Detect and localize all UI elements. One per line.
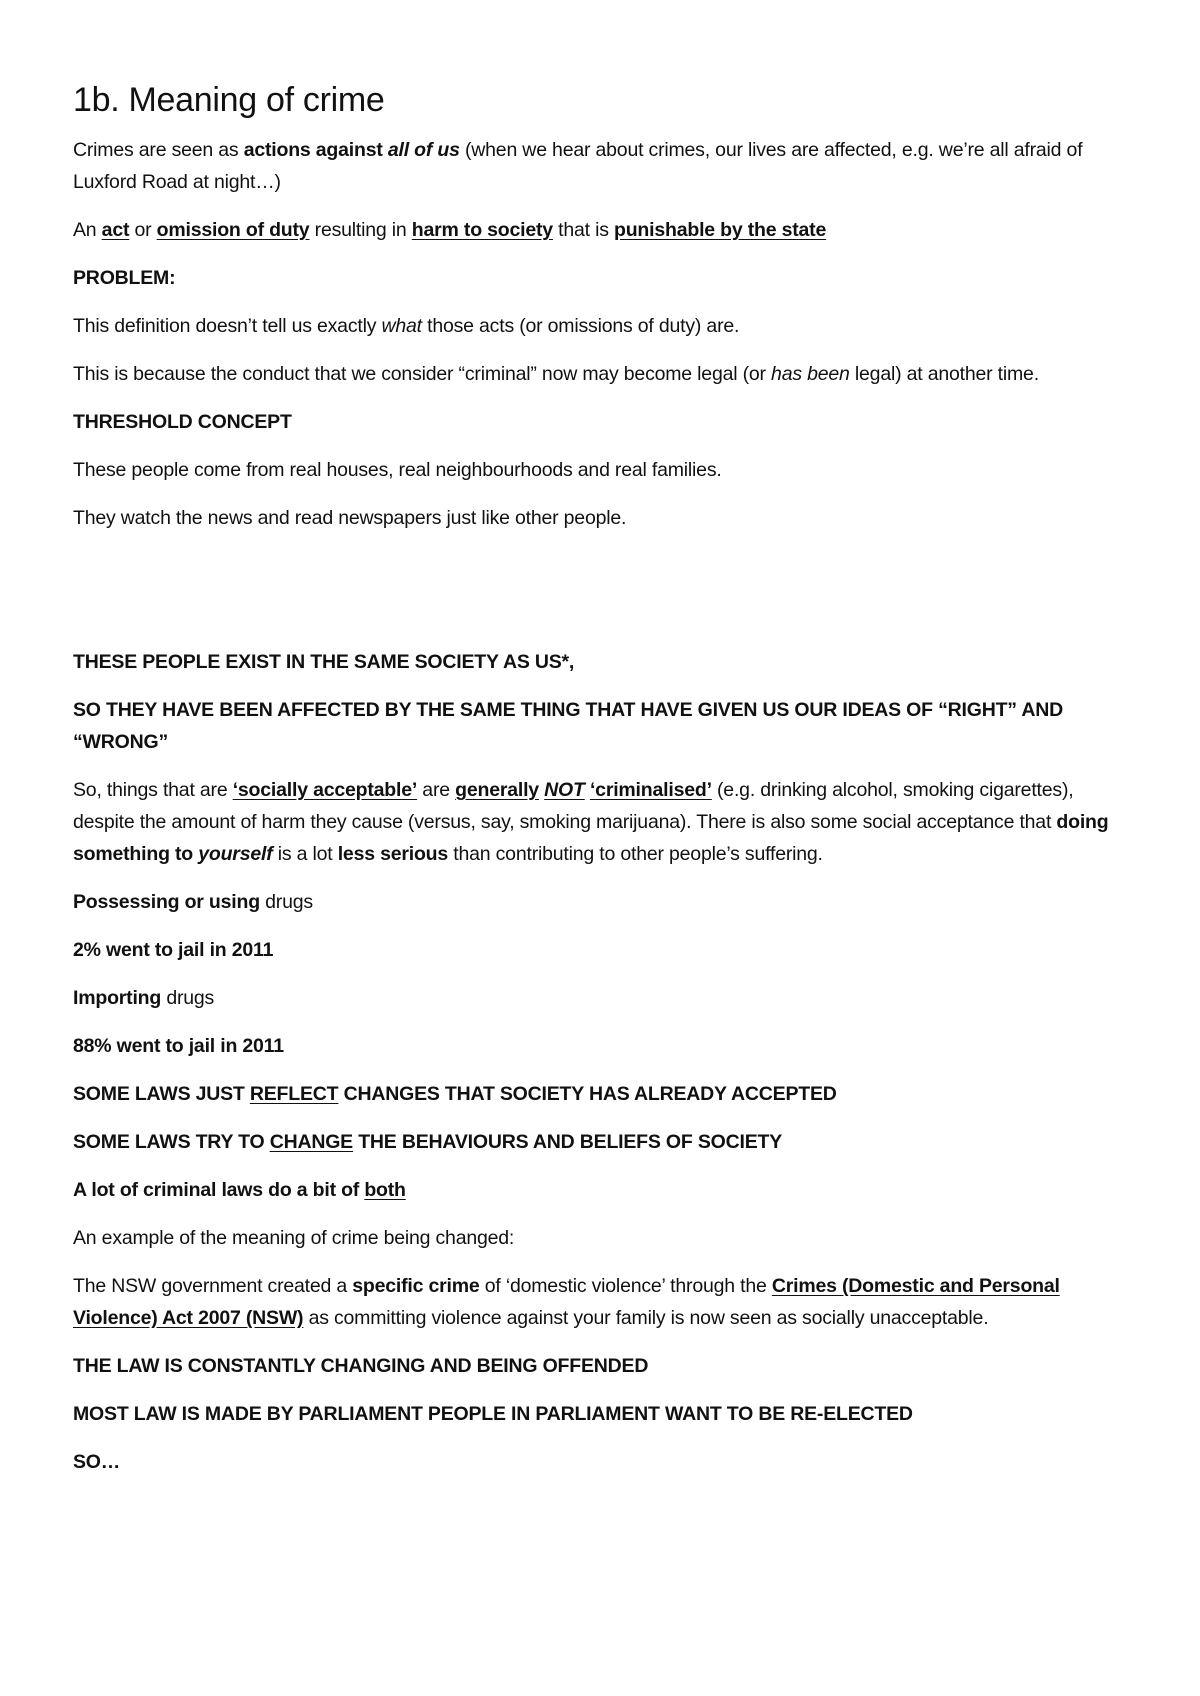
bold-text: 88% went to jail in 2011 [73, 1035, 284, 1057]
term-punishable: punishable by the state [614, 219, 827, 241]
term-harm: harm to society [411, 219, 553, 241]
bold-text: Importing [73, 987, 162, 1009]
text: that is [552, 219, 614, 241]
bold-italic-text: yourself [198, 843, 273, 865]
text: CHANGES THAT SOCIETY HAS ALREADY ACCEPTED [338, 1083, 837, 1105]
text: drugs [161, 987, 215, 1009]
italic-text: has been [771, 363, 850, 385]
text: The NSW government created a [73, 1275, 353, 1297]
caps-right-wrong [73, 694, 1134, 758]
bold-italic-text: all of us [387, 139, 460, 161]
text: THE BEHAVIOURS AND BELIEFS OF SOCIETY [353, 1131, 783, 1153]
paragraph-laws-reflect [73, 1078, 1134, 1110]
caps-same-society [73, 646, 1134, 678]
heading-text: THRESHOLD CONCEPT [73, 411, 292, 433]
paragraph-88-percent [73, 1030, 1134, 1062]
text: is a lot [272, 843, 338, 865]
paragraph-laws-both [73, 1174, 1134, 1206]
text: (e.g. drinking alcohol, smoking cigarettes), despite the amount of harm they cause (versus, say, smoking marijuana). There is also some social acceptance that [73, 779, 1074, 833]
heading-threshold-concept [73, 406, 1134, 438]
page-title: 1b. Meaning of crime [73, 81, 385, 119]
spacer [73, 550, 1134, 646]
italic-text: what [381, 315, 422, 337]
act-citation: Crimes (Domestic and Personal Violence) Act 2007 (NSW) [73, 1275, 1060, 1329]
term-both: both [364, 1179, 406, 1201]
term-socially-acceptable: ‘socially acceptable’ [232, 779, 418, 801]
paragraph-importing-drugs [73, 982, 1134, 1014]
term-act: act [101, 219, 130, 241]
paragraph-crimes-seen-as [73, 134, 1134, 198]
bold-text: SO… [73, 1451, 121, 1473]
text: Crimes are seen as [73, 139, 244, 161]
term-omission: omission of duty [156, 219, 310, 241]
paragraph-definition [73, 214, 1134, 246]
bold-text: less serious [337, 843, 449, 865]
paragraph-2-percent [73, 934, 1134, 966]
term-criminalised: ‘criminalised’ [589, 779, 712, 801]
paragraph-definition-issue [73, 310, 1134, 342]
paragraph-laws-change [73, 1126, 1134, 1158]
term-not: NOT [544, 779, 585, 801]
text: as committing violence against your family is now seen as socially unacceptable. [303, 1307, 989, 1329]
bold-text: THE LAW IS CONSTANTLY CHANGING AND BEING OFFENDED [73, 1355, 649, 1377]
bold-text: SO THEY HAVE BEEN AFFECTED BY THE SAME THING THAT HAVE GIVEN US OUR IDEAS OF “RIGHT” AND “WRONG” [73, 699, 1063, 753]
text: of ‘domestic violence’ through the [479, 1275, 772, 1297]
paragraph-possessing-drugs [73, 886, 1134, 918]
paragraph-conduct [73, 358, 1134, 390]
text: resulting in [309, 219, 412, 241]
text: drugs [259, 891, 313, 913]
paragraph-real-houses: These people come from real houses, real neighbourhoods and real families. [73, 459, 722, 481]
bold-text: actions against [243, 139, 388, 161]
term-change: CHANGE [269, 1131, 353, 1153]
text: (when we hear about crimes, our lives are affected, e.g. we’re all afraid of Luxford Road at night…) [73, 139, 1083, 193]
bold-text: doing something to [73, 811, 1109, 865]
heading-text: PROBLEM: [73, 267, 176, 289]
term-reflect: REFLECT [249, 1083, 339, 1105]
paragraph-parliament [73, 1398, 1134, 1430]
paragraph-example-intro: An example of the meaning of crime being changed: [73, 1227, 515, 1249]
bold-text: 2% went to jail in 2011 [73, 939, 274, 961]
text: So, things that are [73, 779, 233, 801]
term-generally: generally [455, 779, 539, 801]
text: A lot of criminal laws do a bit of [73, 1179, 365, 1201]
text: This definition doesn’t tell us exactly [73, 315, 382, 337]
text: those acts (or omissions of duty) are. [421, 315, 740, 337]
text: This is because the conduct that we consider “criminal” now may become legal (or [73, 363, 772, 385]
bold-text: Possessing or using [73, 891, 260, 913]
paragraph-socially-acceptable [73, 774, 1134, 870]
text: legal) at another time. [849, 363, 1039, 385]
text: or [129, 219, 157, 241]
bold-text: MOST LAW IS MADE BY PARLIAMENT PEOPLE IN PARLIAMENT WANT TO BE RE-ELECTED [73, 1403, 913, 1425]
text: than contributing to other people’s suffering. [448, 843, 823, 865]
text: SOME LAWS JUST [73, 1083, 250, 1105]
paragraph-watch-news: They watch the news and read newspapers just like other people. [73, 507, 627, 529]
text: are [417, 779, 456, 801]
paragraph-nsw-example [73, 1270, 1134, 1334]
text: SOME LAWS TRY TO [73, 1131, 270, 1153]
paragraph-law-changing [73, 1350, 1134, 1382]
bold-text: THESE PEOPLE EXIST IN THE SAME SOCIETY AS US*, [73, 651, 575, 673]
text: An [73, 219, 102, 241]
heading-problem [73, 262, 1134, 294]
paragraph-so [73, 1446, 1134, 1478]
bold-text: specific crime [352, 1275, 480, 1297]
